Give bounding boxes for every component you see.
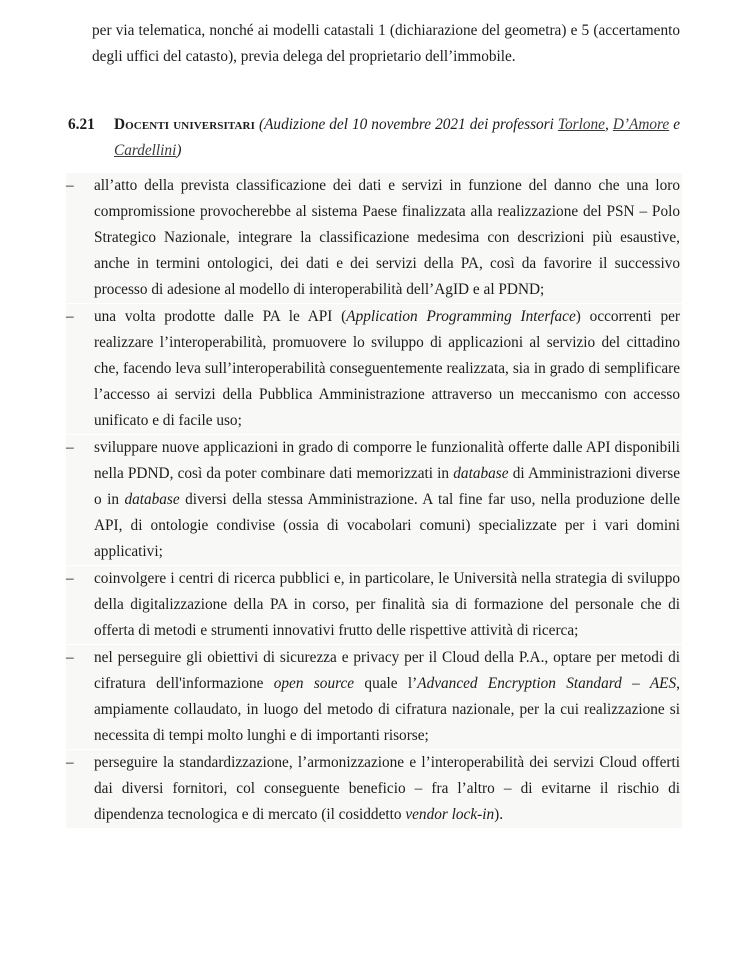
text-run: perseguire la standardizzazione, l’armonizzazione e l’interoperabilità dei servizi Cloud offerti dai diversi fornitori, col conseguente beneficio – fra l’altro – di evitarne il rischio di dipendenza tecnologica e di mercato (il cosiddetto bbox=[94, 754, 680, 823]
italic-term: Application Programming Interface bbox=[346, 308, 576, 325]
list-item-text bbox=[94, 645, 680, 749]
list-item bbox=[66, 565, 682, 644]
italic-term: Advanced Encryption Standard – AES bbox=[417, 675, 677, 692]
section-number: 6.21 bbox=[68, 116, 95, 133]
professor-link-damore[interactable]: D’Amore bbox=[612, 116, 670, 133]
professor-link-torlone[interactable]: Torlone bbox=[557, 116, 605, 133]
text-run: diversi della stessa Amministrazione. A tal fine far uso, nella produzione delle API, di ontologie condivise (ossia di vocabolari comuni) specializzate per i vari domini applicativi; bbox=[94, 491, 680, 560]
list-item bbox=[66, 303, 682, 434]
subtitle-conjunction: e bbox=[669, 116, 681, 133]
list-item-text bbox=[94, 304, 680, 434]
subtitle-suffix: ) bbox=[176, 142, 182, 159]
bullet-dash: – bbox=[66, 177, 74, 194]
list-item bbox=[66, 434, 682, 565]
text-run: ). bbox=[494, 806, 504, 823]
text-run: nel perseguire gli obiettivi di sicurezza e privacy per il Cloud della P.A., optare per metodi di cifratura dell'informazione bbox=[94, 649, 680, 692]
text-run: ) occorrenti per realizzare l’interoperabilità, promuovere lo sviluppo di applicazioni al servizio del cittadino che, facendo leva sull’interoperabilità conseguentemente realizzata, sia in grado di semplificare l’accesso ai servizi della Pubblica Amministrazione attraverso un meccanismo con accesso unificato e di facile uso; bbox=[94, 308, 681, 429]
italic-term: database bbox=[453, 465, 509, 482]
list-item bbox=[66, 173, 682, 303]
intro-paragraph: per via telematica, nonché ai modelli catastali 1 (dichiarazione del geometra) e 5 (accertamento degli uffici del catasto), previa delega del proprietario dell’immobile. bbox=[92, 22, 680, 65]
text-run: di Amministrazioni diverse o in bbox=[94, 465, 680, 508]
text-run: coinvolgere i centri di ricerca pubblici e, in particolare, le Università nella strategia di sviluppo della digitalizzazione della PA in corso, per finalità sia di formazione del personale che di offerta di metodi e strumenti innovativi frutto delle rispettive attività di ricerca; bbox=[94, 570, 680, 639]
bullet-dash: – bbox=[66, 649, 74, 666]
bullet-dash: – bbox=[66, 754, 74, 771]
recommendation-list bbox=[66, 173, 682, 828]
bullet-dash: – bbox=[66, 308, 74, 325]
list-item-text bbox=[94, 566, 680, 644]
text-run: sviluppare nuove applicazioni in grado di comporre le funzionalità offerte dalle API disponibili nella PDND, così da poter combinare dati memorizzati in bbox=[94, 439, 680, 482]
bullet-dash: – bbox=[66, 570, 74, 587]
section-heading bbox=[68, 112, 680, 164]
subtitle-separator: , bbox=[604, 116, 613, 133]
subtitle-prefix: (Audizione del 10 novembre 2021 dei professori bbox=[258, 116, 558, 133]
bullet-dash: – bbox=[66, 439, 74, 456]
list-item-text bbox=[94, 173, 680, 303]
section-heading-body bbox=[114, 112, 680, 164]
section-title: Docenti universitari bbox=[114, 116, 255, 133]
text-run: all’atto della prevista classificazione dei dati e servizi in funzione del danno che una loro compromissione provocherebbe al sistema Paese finalizzata alla realizzazione del PSN – Polo Strategico Nazionale, integrare la classificazione medesima con descrizioni più esaustive, anche in termini ontologici, dei dati e dei servizi della PA, così da favorire il successivo processo di adesione al modello di interoperabilità dell’AgID e al PDND; bbox=[94, 177, 680, 298]
list-item bbox=[66, 644, 682, 749]
italic-term: database bbox=[124, 491, 180, 508]
list-item-text bbox=[94, 435, 680, 565]
text-run: una volta prodotte dalle PA le API ( bbox=[94, 308, 347, 325]
list-item bbox=[66, 749, 682, 828]
text-run: quale l’ bbox=[354, 675, 418, 692]
text-run: , ampiamente collaudato, in luogo del metodo di cifratura nazionale, per la cui realizzazione si necessita di tempi molto lunghi e di importanti risorse; bbox=[94, 675, 680, 744]
professor-link-cardellini[interactable]: Cardellini bbox=[114, 142, 177, 159]
italic-term: vendor lock-in bbox=[405, 806, 495, 823]
italic-term: open source bbox=[273, 675, 355, 692]
list-item-text bbox=[94, 750, 680, 828]
